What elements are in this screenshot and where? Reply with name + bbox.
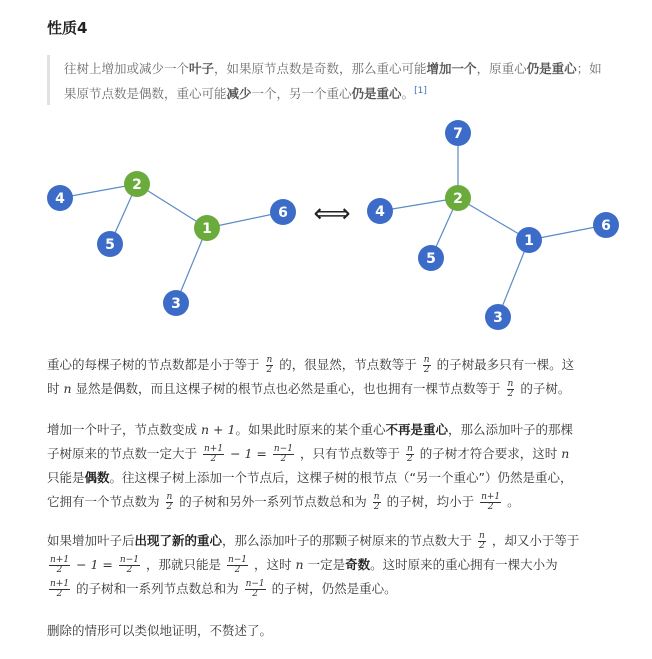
node-label: 3: [171, 296, 181, 312]
fraction: $\frac{n-1}{2}$: [273, 444, 293, 464]
math-expr: − 1 =: [230, 446, 267, 461]
quote-segment: ，原重心: [476, 61, 527, 76]
text: 的子树和另外一系列节点数总和为: [179, 494, 367, 509]
text: ，那么添加叶子的那颗子树原来的节点数大于: [222, 533, 473, 548]
math-var: n: [63, 381, 72, 396]
text: ，却又小于等于: [491, 533, 580, 548]
fraction-n-over-2: $\frac{n}{2}$: [373, 492, 380, 512]
text: 重心的每棵子树的节点数都是小于等于: [47, 357, 260, 372]
double-arrow-icon: ⟺: [313, 199, 351, 229]
bold-text: 偶数: [84, 470, 110, 485]
math-expr: − 1 =: [76, 557, 113, 572]
quote-bold: 叶子: [189, 61, 215, 76]
fraction-n-over-2: $\frac{n}{2}$: [166, 492, 173, 512]
fraction: $\frac{n-1}{2}$: [227, 555, 248, 575]
bold-text: 不再是重心: [385, 422, 448, 437]
text: 的子树。: [520, 381, 571, 396]
text: 增加一个叶子，节点数变成: [47, 422, 198, 437]
node-label: 7: [453, 126, 463, 142]
text: 的，很显然，节点数等于: [279, 357, 417, 372]
quote-bold: 减少: [226, 86, 252, 102]
node-label: 2: [132, 177, 142, 193]
fraction-n-over-2: $\frac{n}{2}$: [479, 531, 485, 551]
text: 的子树才符合要求，这时: [419, 446, 558, 461]
text: 。这时原来的重心拥有一棵大小为: [370, 557, 558, 572]
text: 它拥有一个节点数为: [47, 494, 160, 509]
math-var: n: [561, 446, 570, 461]
fraction-n-over-2: $\frac{n}{2}$: [406, 444, 413, 464]
math-var: n: [295, 557, 304, 572]
text: 一定是: [307, 557, 346, 572]
quote-segment: 。: [401, 86, 415, 102]
text: 显然是偶数，而且这棵子树的根节点也必然是重心，也也拥有一棵节点数等于: [75, 381, 501, 396]
math-expr: n + 1: [201, 422, 236, 437]
node-label: 3: [493, 310, 503, 326]
quote-segment: 往树上增加或减少一个: [64, 61, 190, 76]
text: 。: [507, 494, 520, 509]
quote-segment: ，如果原节点数是奇数，那么重心可能: [214, 61, 427, 76]
paragraph-1: [47, 353, 617, 401]
text: 的子树和一系列节点数总和为: [76, 581, 239, 596]
text: 。往这棵子树上添加一个节点后，这棵子树的根节点（“另一个重心”）仍然是重心，: [109, 470, 573, 485]
paragraph-2: [47, 418, 617, 514]
node-label: 4: [375, 204, 385, 220]
fraction-n-over-2: $\frac{n}{2}$: [507, 379, 514, 399]
paragraph-4: 删除的情形可以类似地证明，不赘述了。: [47, 623, 273, 638]
tree-diagram: [0, 110, 652, 340]
text: 如果增加叶子后: [47, 533, 135, 548]
node-label: 1: [202, 221, 212, 237]
fraction: $\frac{n+1}{2}$: [481, 492, 501, 512]
node-label: 4: [55, 191, 65, 207]
quote-segment: ；如果原节点数是偶数，重心可能: [64, 61, 602, 102]
fraction-n-over-2: $\frac{n}{2}$: [266, 355, 273, 375]
node-label: 2: [453, 191, 463, 207]
fraction: $\frac{n-1}{2}$: [119, 555, 139, 575]
page-title: 性质4: [47, 19, 88, 37]
text: 的子树，仍然是重心。: [271, 581, 397, 596]
fraction: $\frac{n-1}{2}$: [245, 579, 265, 599]
quote-bold: 仍是重心: [351, 86, 402, 102]
text: 只能是: [47, 470, 85, 485]
node-label: 5: [426, 251, 436, 267]
node-label: 6: [601, 218, 611, 234]
text: 时: [47, 381, 60, 396]
fraction: $\frac{n+1}{2}$: [50, 579, 70, 599]
bold-text: 出现了新的重心: [134, 533, 223, 548]
fraction-n-over-2: $\frac{n}{2}$: [423, 355, 430, 375]
text: 的子树，均小于: [386, 494, 475, 509]
quote-segment: 一个，另一个重心: [251, 86, 352, 102]
footnote-link[interactable]: [1]: [414, 86, 427, 96]
node-label: 5: [105, 237, 115, 253]
text: ，那就只能是: [145, 557, 221, 572]
text: 的子树最多只有一棵。这: [436, 357, 575, 372]
quote-bold: 仍是重心: [526, 61, 577, 76]
node-label: 6: [278, 205, 288, 221]
text: ，那么添加叶子的那棵: [447, 422, 573, 437]
paragraph-3: [47, 529, 617, 601]
fraction: $\frac{n+1}{2}$: [50, 555, 70, 575]
blockquote: [47, 55, 610, 105]
text: 。如果此时原来的某个重心: [235, 422, 386, 437]
bold-text: 奇数: [345, 557, 371, 572]
quote-text: [64, 57, 604, 105]
text: 子树原来的节点数一定大于: [47, 446, 198, 461]
text: ，这时: [254, 557, 292, 572]
node-label: 1: [524, 233, 534, 249]
fraction: $\frac{n+1}{2}$: [204, 444, 224, 464]
text: ，只有节点数等于: [299, 446, 400, 461]
quote-bold: 增加一个: [426, 61, 477, 76]
